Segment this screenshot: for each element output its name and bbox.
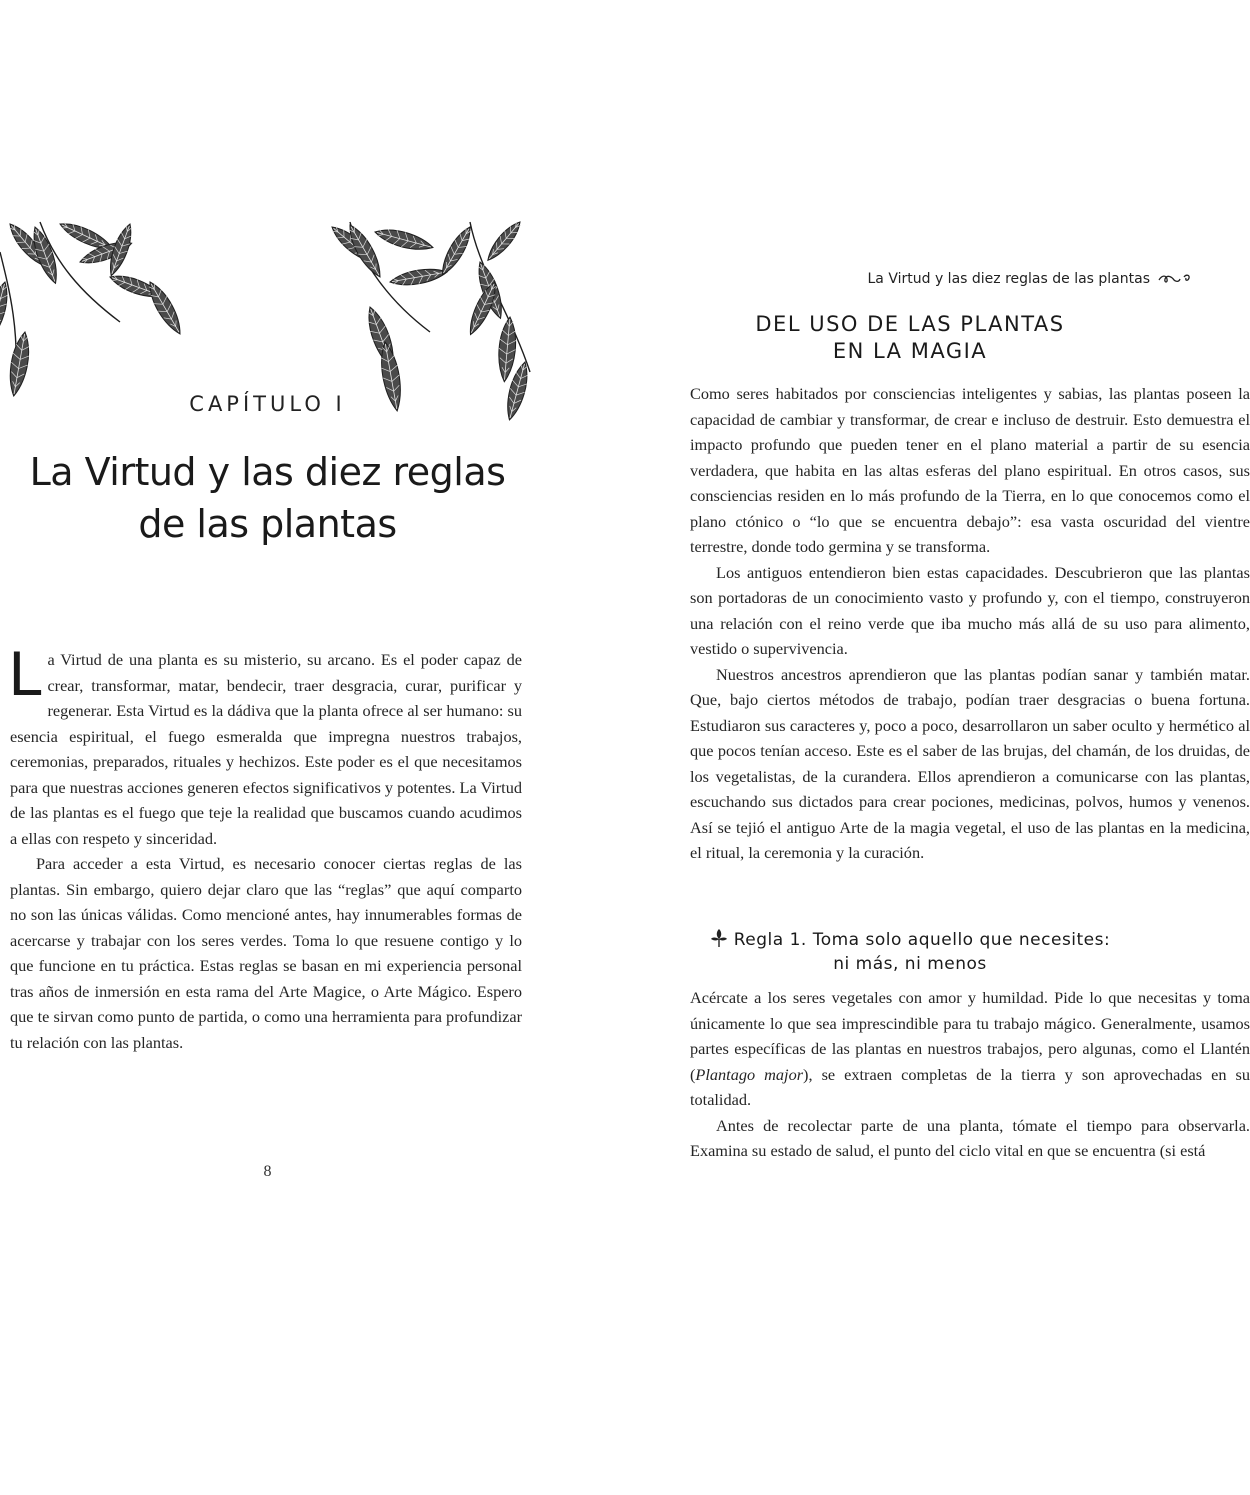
chapter-body <box>8 640 522 1055</box>
rule-body <box>690 985 1250 1164</box>
drop-cap: L <box>8 640 42 710</box>
flourish-ornament-icon <box>1158 273 1192 285</box>
running-head <box>868 271 1193 287</box>
rule-heading-line: Regla 1. Toma solo aquello que necesites: <box>733 930 1111 950</box>
page-number: 8 <box>263 1163 272 1180</box>
rule-heading <box>700 928 1120 976</box>
paragraph: Como seres habitados por consciencias inteligentes y sabias, las plantas poseen la capacidad de cambiar y transformar, de crear e incluso de destruir. Esto demuestra el impacto profundo que pueden tener en el plano material a partir de su esencia verdadera, que habita en las altas esferas del plano espiritual. En otros casos, sus consciencias residen en lo más profundo de la Tierra, en lo que conocemos como el plano ctónico o “lo que se encuentra debajo”: esa vasta oscuridad del vientre terrestre, donde todo germina y se transforma. <box>690 384 1250 556</box>
right-page <box>640 0 1250 1495</box>
paragraph: Para acceder a esta Virtud, es necesario conocer ciertas reglas de las plantas. Sin embargo, quiero dejar claro que las “reglas” que aquí comparto no son las únicas válidas. Como mencioné antes, hay innumerables formas de acercarse y trabajar con los seres verdes. Toma lo que resuene contigo y lo que funcione en tu práctica. Estas reglas se basan en mi experiencia personal tras años de inmersión en esta rama del Arte Magice, o Arte Mágico. Espero que te sirvan como punto de partida, o como una herramienta para profundizar tu relación con las plantas. <box>10 854 522 1052</box>
running-head-text: La Virtud y las diez reglas de las plantas <box>867 271 1150 287</box>
section-title <box>700 311 1120 365</box>
chapter-title-line: de las plantas <box>138 502 397 546</box>
leaf-bullet-icon <box>710 928 728 948</box>
chapter-title <box>0 446 535 550</box>
section-body <box>690 381 1250 866</box>
paragraph-text: ), se extraen completas de la tierra y son aprovechadas en su totalidad. <box>690 1064 1250 1109</box>
paragraph: Nuestros ancestros aprendieron que las plantas podían sanar y también matar. Que, bajo ciertos métodos de trabajo, podían traer desgracias o buena fortuna. Estudiaron sus caracteres y, poco a poco, desarrollaron un saber oculto y hermético al que pocos tenían acceso. Este es el saber de las brujas, del chamán, de los druidas, de los vegetalistas, de la curandera. Ellos aprendieron a comunicarse con las plantas, escuchando sus dictados para crear pociones, medicinas, polvos, humos y venenos. Así se tejió el antiguo Arte de la magia vegetal, el uso de las plantas en la medicina, el ritual, la ceremonia y la curación. <box>690 664 1250 862</box>
chapter-label: CAPÍTULO I <box>189 392 346 416</box>
paragraph <box>690 985 1250 1113</box>
paragraph-text: Acércate a los seres vegetales con amor y humildad. Pide lo que necesitas y toma únicamente lo que sea imprescindible para tu trabajo mágico. Generalmente, usamos partes específicas de las plantas en nuestros trabajos, pero algunas, como el Llantén ( <box>690 988 1250 1084</box>
scientific-name: Plantago major <box>695 1064 804 1084</box>
chapter-title-line: La Virtud y las diez reglas <box>29 450 506 494</box>
section-title-line: EN LA MAGIA <box>832 339 988 363</box>
section-title-line: DEL USO DE LAS PLANTAS <box>755 312 1065 336</box>
paragraph-text: a Virtud de una planta es su misterio, su arcano. Es el poder capaz de crear, transformar, matar, bendecir, traer desgracia, curar, purificar y regenerar. Esta Virtud es la dádiva que la planta ofrece al ser humano: su esencia espiritual, el fuego esmeralda que impregna nuestros trabajos, ceremonias, preparados, rituales y hechizos. Este poder es el que necesitamos para que nuestras acciones generen efectos significativos y potentes. La Virtud de las plantas es el fuego que teje la realidad que buscamos cuando acudimos a ellas con respeto y sinceridad. <box>10 650 522 848</box>
paragraph: Antes de recolectar parte de una planta, tómate el tiempo para observarla. Examina su estado de salud, el punto del ciclo vital en que se encuentra (si está <box>690 1115 1250 1160</box>
rule-heading-line: ni más, ni menos <box>833 954 987 974</box>
left-page <box>0 0 535 1495</box>
paragraph: Los antiguos entendieron bien estas capacidades. Descubrieron que las plantas son portadoras de un conocimiento vasto y profundo y, con el tiempo, construyeron una relación con el reino verde que iba mucho más allá de su uso para alimento, vestido o supervivencia. <box>690 562 1250 658</box>
paragraph <box>8 640 522 851</box>
